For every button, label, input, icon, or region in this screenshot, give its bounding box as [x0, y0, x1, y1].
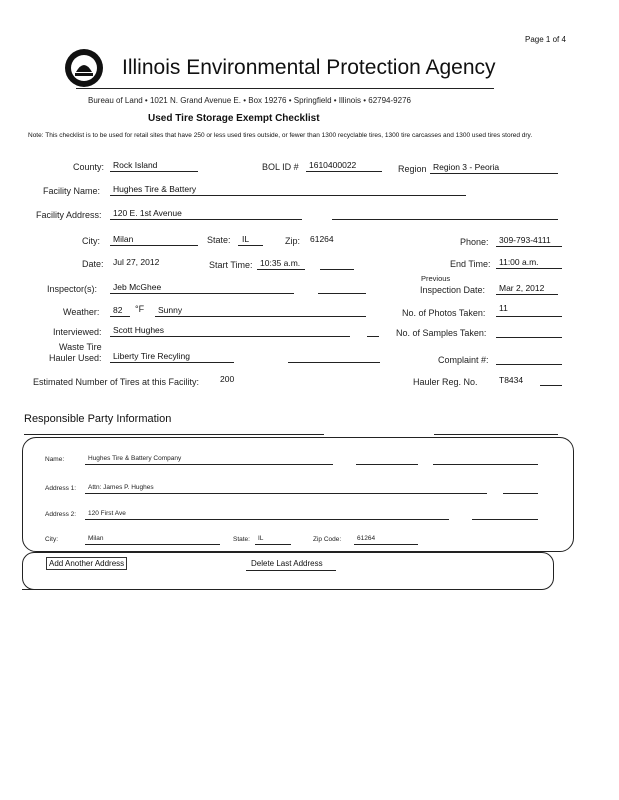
note: Note: This checklist is to be used for retail sites that have 250 or less used tires outside, or fewer than 1300 recyclable tires, 1300 tire carcasses and 1300 used tires stored dry. — [28, 132, 533, 139]
hauler-label-2: Hauler Used: — [49, 353, 102, 363]
start-time-field[interactable]: 10:35 a.m. — [260, 258, 301, 268]
bol-id-field[interactable]: 1610400022 — [309, 160, 357, 170]
rp-name-field-2[interactable] — [356, 464, 418, 465]
page-number: Page 1 of 4 — [525, 35, 566, 44]
region-label: Region — [398, 164, 427, 174]
hauler-field-2[interactable] — [288, 362, 380, 363]
county-label: County: — [73, 162, 105, 172]
previous-label: Previous — [421, 274, 451, 283]
date-label: Date: — [82, 259, 104, 269]
hauler-reg-label: Hauler Reg. No. — [413, 377, 478, 387]
interviewed-field[interactable]: Scott Hughes — [113, 325, 165, 335]
delete-address-button[interactable]: Delete Last Address — [251, 559, 323, 568]
photos-field[interactable]: 11 — [499, 303, 508, 313]
weather-label: Weather: — [63, 307, 100, 317]
form-title: Used Tire Storage Exempt Checklist — [148, 113, 320, 124]
facility-address-line-2[interactable] — [332, 219, 558, 220]
state-field[interactable]: IL — [242, 234, 250, 244]
complaint-label: Complaint #: — [438, 355, 489, 365]
rp-name-field-3[interactable] — [433, 464, 538, 465]
rp-state-label: State: — [233, 536, 250, 543]
hauler-reg-field-2[interactable] — [540, 385, 562, 386]
samples-label: No. of Samples Taken: — [396, 328, 487, 338]
city-label: City: — [82, 236, 100, 246]
rp-address1-field[interactable]: Attn: James P. Hughes — [88, 484, 154, 491]
rp-address1-label: Address 1: — [45, 485, 77, 492]
rp-state-field[interactable]: IL — [258, 535, 264, 542]
interviewed-field-2[interactable] — [367, 336, 379, 337]
facility-address-label: Facility Address: — [36, 210, 102, 220]
rp-zip-field[interactable]: 61264 — [357, 535, 376, 542]
zip-field[interactable]: 61264 — [310, 234, 334, 244]
rp-zip-label: Zip Code: — [313, 536, 342, 543]
weather-desc-field[interactable]: Sunny — [158, 305, 183, 315]
end-time-field[interactable]: 11:00 a.m. — [499, 257, 539, 267]
photos-label: No. of Photos Taken: — [402, 308, 486, 318]
start-time-label: Start Time: — [209, 260, 253, 270]
rp-address2-label: Address 2: — [45, 511, 77, 518]
agency-address: Bureau of Land • 1021 N. Grand Avenue E. • Box 19276 • Springfield • Illinois • 62794-9276 — [88, 96, 411, 105]
hauler-field[interactable]: Liberty Tire Recyling — [113, 351, 191, 361]
facility-name-label: Facility Name: — [43, 186, 101, 196]
rp-address1-field-2[interactable] — [503, 493, 538, 494]
agency-seal — [64, 48, 104, 88]
estimated-label: Estimated Number of Tires at this Facility: — [33, 377, 200, 387]
hauler-reg-field[interactable]: T8434 — [499, 375, 524, 385]
phone-label: Phone: — [460, 237, 489, 247]
rp-address2-field[interactable]: 120 First Ave — [88, 510, 126, 517]
estimated-field[interactable]: 200 — [220, 374, 235, 384]
zip-label: Zip: — [285, 236, 301, 246]
start-time-ampm[interactable] — [320, 269, 354, 270]
rp-name-field[interactable]: Hughes Tire & Battery Company — [88, 455, 182, 462]
phone-field[interactable]: 309-793-4111 — [499, 235, 551, 245]
rp-city-field[interactable]: Milan — [88, 535, 104, 542]
city-field[interactable]: Milan — [113, 234, 134, 244]
weather-temp-field[interactable]: 82 — [113, 305, 123, 315]
region-field[interactable]: Region 3 - Peoria — [433, 162, 500, 172]
inspectors-label: Inspector(s): — [47, 284, 98, 294]
rp-city-label: City: — [45, 536, 58, 543]
state-label: State: — [207, 235, 231, 245]
hauler-label-1: Waste Tire — [59, 342, 102, 352]
county-field[interactable]: Rock Island — [113, 160, 158, 170]
rp-name-label: Name: — [45, 456, 65, 463]
add-address-button[interactable]: Add Another Address — [46, 557, 127, 570]
rp-address2-field-2[interactable] — [472, 519, 538, 520]
previous-date-label: Inspection Date: — [420, 285, 486, 295]
inspectors-field[interactable]: Jeb McGhee — [113, 282, 162, 292]
inspectors-field-2[interactable] — [318, 293, 366, 294]
previous-date-field[interactable]: Mar 2, 2012 — [499, 283, 545, 293]
degrees-label: °F — [135, 304, 145, 314]
interviewed-label: Interviewed: — [53, 327, 102, 337]
facility-address-field[interactable]: 120 E. 1st Avenue — [113, 208, 182, 218]
end-time-label: End Time: — [450, 259, 491, 269]
bol-id-label: BOL ID # — [262, 162, 299, 172]
agency-title: Illinois Environmental Protection Agency — [122, 56, 496, 79]
responsible-party-heading: Responsible Party Information — [24, 413, 172, 425]
facility-name-field[interactable]: Hughes Tire & Battery — [113, 184, 197, 194]
date-field[interactable]: Jul 27, 2012 — [113, 257, 160, 267]
